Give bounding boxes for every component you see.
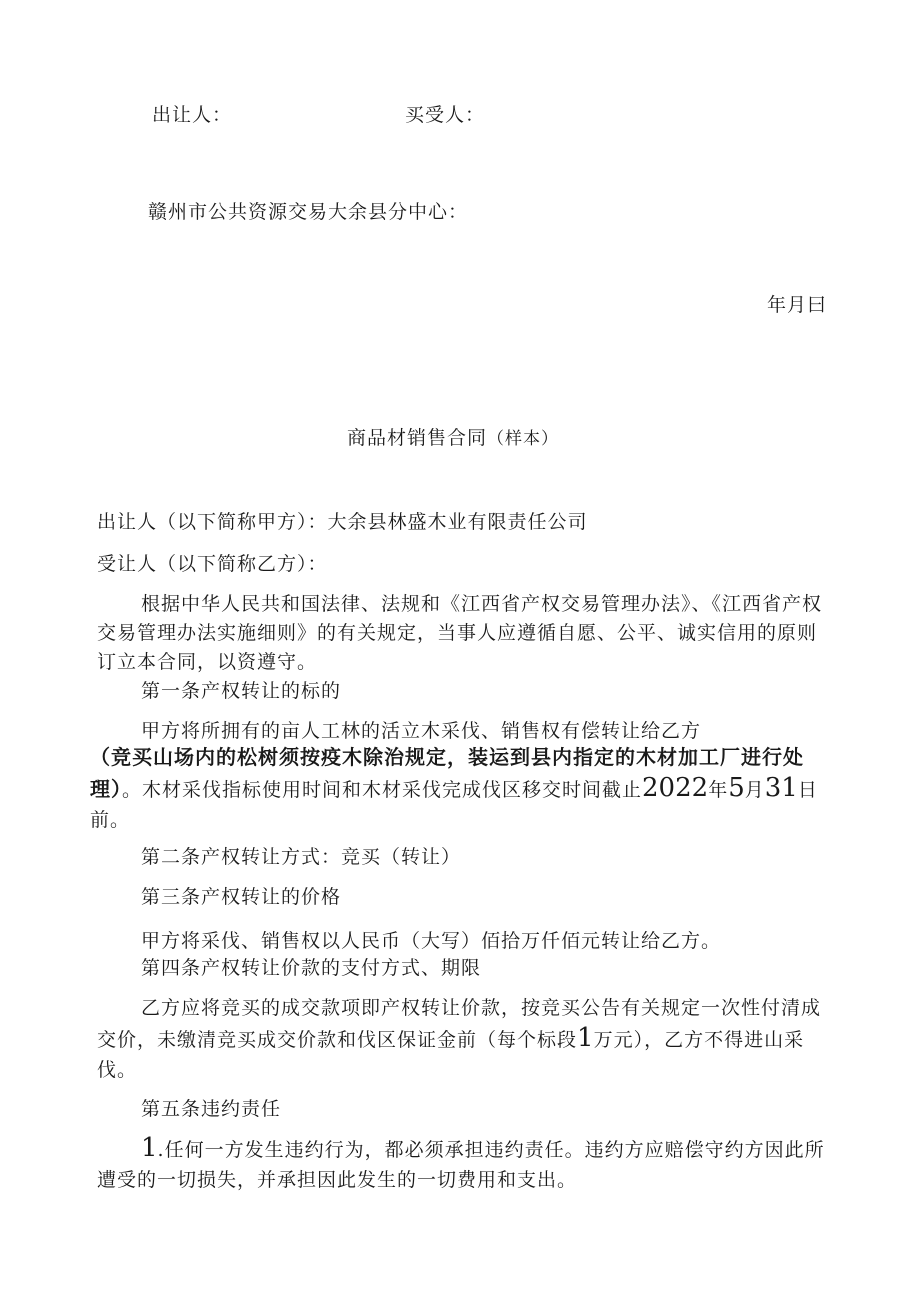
article-1-text: 甲方将所拥有的亩人工林的活立木采伐、销售权有偿转让给乙方 — [141, 720, 702, 742]
article-3-heading: 第三条产权转让的价格 — [141, 886, 342, 908]
article-2-heading: 第二条产权转让方式： — [141, 846, 342, 868]
article-1-deadline-text: 。木材采伐指标使用时间和木材采伐完成伐区移交时间截止 — [122, 779, 643, 801]
deposit-amount: 1 — [577, 1023, 594, 1053]
article-5-item-number: 1 — [141, 1133, 158, 1163]
deadline-year: 2022 — [642, 773, 709, 803]
deadline-day-unit: 日前。 — [90, 779, 818, 831]
contract-title-main: 商品材销售合同 — [347, 427, 488, 449]
article-5-item-text: .任何一方发生违约行为，都必须承担违约责任。违约方应赔偿守约方因此所遭受的一切损失，并承担因此发生的一切费用和支出。 — [97, 1139, 825, 1191]
party-b-line: 受让人（以下简称乙方）： — [97, 553, 328, 575]
preamble-paragraph: 根据中华人民共和国法律、法规和《江西省产权交易管理办法》、《江西省产权交易管理办法实施细则》的有关规定，当事人应遵循自愿、公平、诚实信用的原则订立本合同，以资遵守。 — [97, 593, 823, 673]
deadline-month: 5 — [728, 773, 745, 803]
article-5-item-1 — [97, 1133, 827, 1195]
trading-center-label: 赣州市公共资源交易大余县分中心： — [148, 201, 469, 223]
article-1-heading: 第一条产权转让的标的 — [141, 680, 342, 702]
article-4-text-a: 乙方应将竞买的成交款项即产权转让价款，按竞买公告有关规定一次性付清成交价，未缴清竞买成交价款和伐区保证金前（每个标段 — [97, 997, 822, 1051]
article-4-paragraph — [97, 993, 827, 1085]
article-4-text-b: 万元），乙方不得进山采伐。 — [97, 1029, 805, 1081]
article-4-heading: 第四条产权转让价款的支付方式、期限 — [141, 957, 482, 979]
article-1-detail — [90, 742, 830, 835]
pine-disposal-note: （竞买山场内的松树须按疫木除治规定，装运到县内指定的木材加工厂进行处理） — [90, 745, 804, 801]
article-5-heading: 第五条违约责任 — [141, 1098, 282, 1120]
buyer-label: 买受人： — [405, 104, 486, 126]
party-a-line: 出让人（以下简称甲方）：大余县林盛木业有限责任公司 — [97, 511, 588, 533]
deadline-day: 31 — [764, 773, 798, 803]
deadline-year-unit: 年 — [708, 779, 729, 801]
transferor-label: 出让人： — [152, 104, 233, 126]
article-3-text: 甲方将采伐、销售权以人民币（大写）佰拾万仟佰元转让给乙方。 — [141, 930, 722, 952]
contract-title — [347, 423, 559, 450]
article-2-line — [141, 842, 461, 869]
article-2-value: 竞买（转让） — [341, 846, 462, 868]
contract-title-suffix: （样本） — [487, 429, 560, 449]
deadline-month-unit: 月 — [744, 779, 765, 801]
date-label: 年月曰 — [767, 294, 828, 316]
